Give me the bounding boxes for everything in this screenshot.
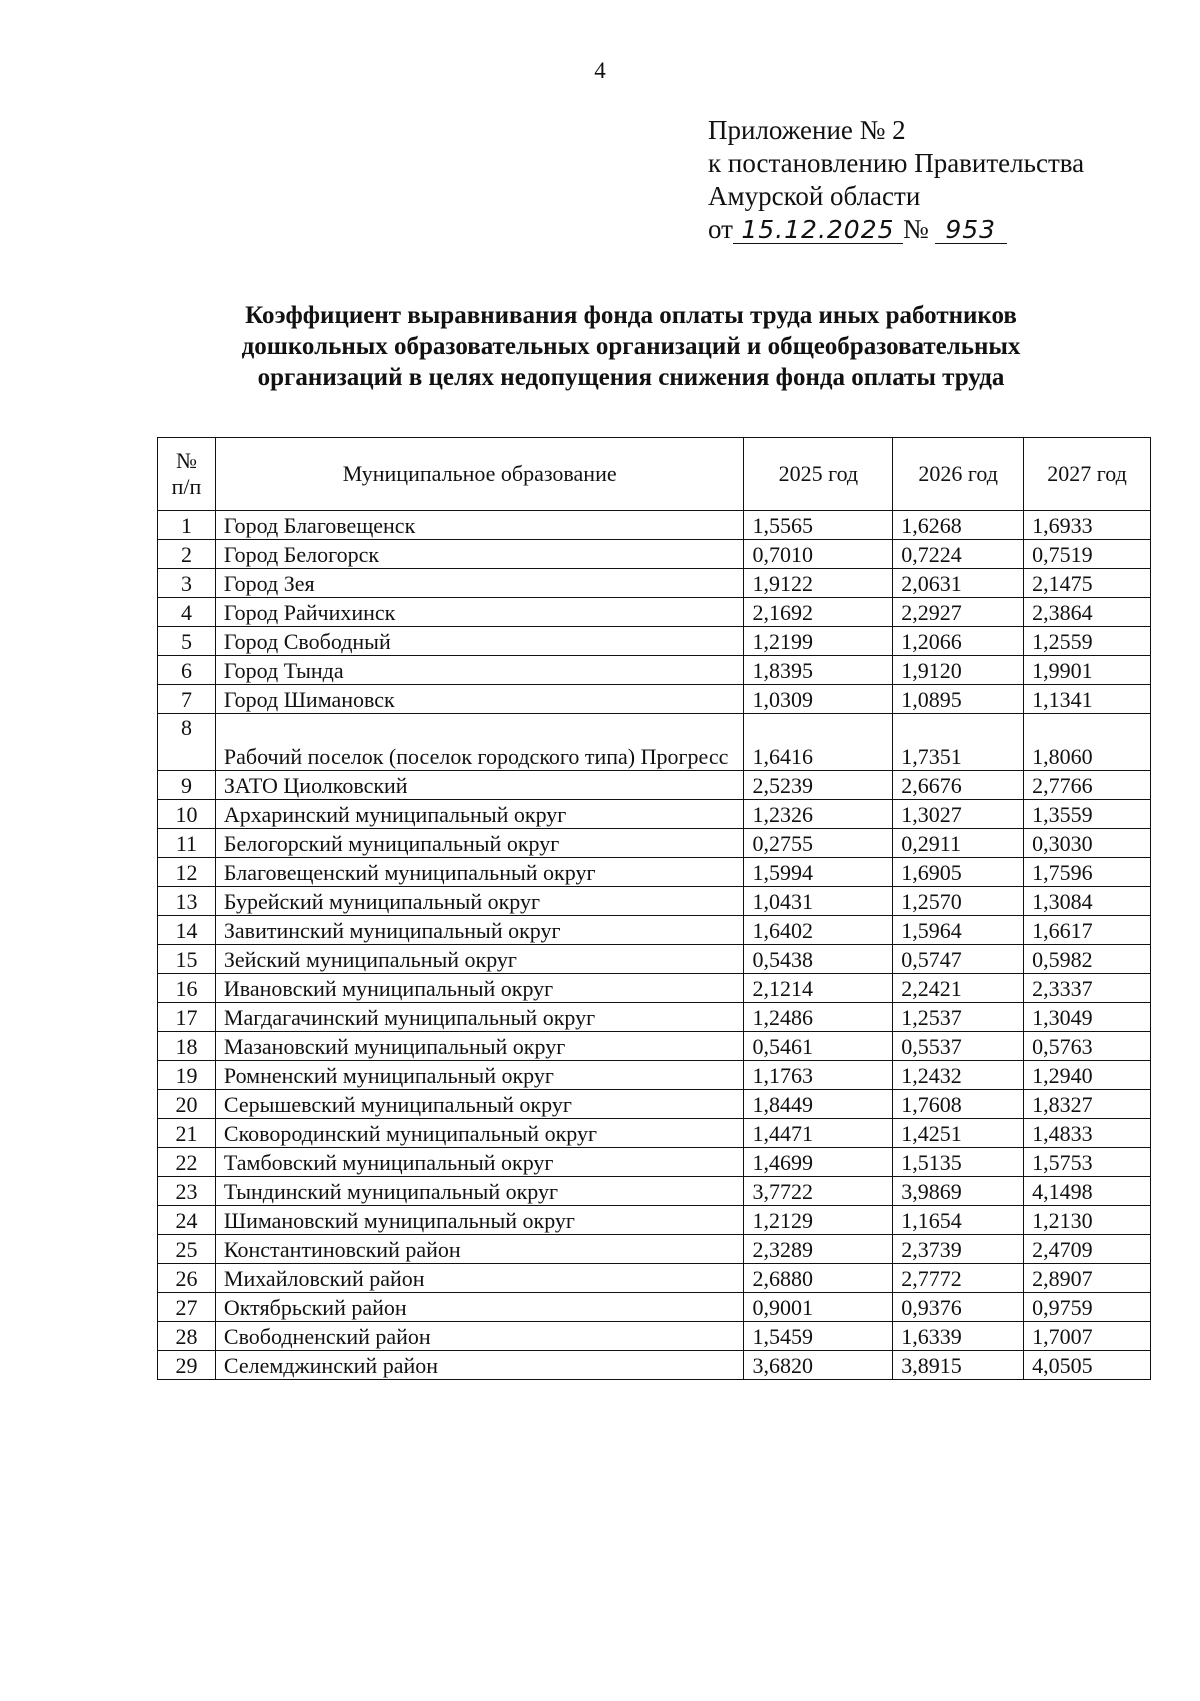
row-value-2027: 1,7007 [1024, 1322, 1151, 1351]
table-row [158, 714, 1151, 771]
coefficient-table [157, 437, 1151, 1380]
row-number: 4 [158, 598, 216, 627]
row-municipality: Магдагачинский муниципальный округ [215, 1003, 744, 1032]
row-municipality: Бурейский муниципальный округ [215, 887, 744, 916]
header-number [158, 438, 216, 511]
row-number: 26 [158, 1264, 216, 1293]
row-number: 24 [158, 1206, 216, 1235]
row-value-2027: 1,1341 [1024, 685, 1151, 714]
table-row [158, 1032, 1151, 1061]
row-value-2026: 0,9376 [893, 1293, 1024, 1322]
row-municipality: Город Шимановск [215, 685, 744, 714]
row-value-2025: 2,1692 [744, 598, 893, 627]
row-value-2025: 3,6820 [744, 1351, 893, 1380]
row-municipality: Тамбовский муниципальный округ [215, 1148, 744, 1177]
row-value-2025: 1,2326 [744, 800, 893, 829]
row-value-2026: 0,2911 [893, 829, 1024, 858]
row-municipality: Город Благовещенск [215, 511, 744, 540]
row-value-2026: 1,2537 [893, 1003, 1024, 1032]
row-value-2026: 3,9869 [893, 1177, 1024, 1206]
row-number: 25 [158, 1235, 216, 1264]
appendix-date-line [708, 213, 1084, 246]
row-municipality: Тындинский муниципальный округ [215, 1177, 744, 1206]
row-value-2025: 1,0309 [744, 685, 893, 714]
table-row [158, 974, 1151, 1003]
row-number: 6 [158, 656, 216, 685]
row-municipality: Шимановский муниципальный округ [215, 1206, 744, 1235]
row-value-2027: 1,2130 [1024, 1206, 1151, 1235]
table-row [158, 1090, 1151, 1119]
row-value-2027: 2,4709 [1024, 1235, 1151, 1264]
table-row [158, 945, 1151, 974]
row-number: 14 [158, 916, 216, 945]
appendix-line-1: Приложение № 2 [708, 115, 906, 145]
row-number: 20 [158, 1090, 216, 1119]
row-municipality: Константиновский район [215, 1235, 744, 1264]
handwritten-date: 15.12.2025 [733, 217, 903, 244]
row-municipality: Ивановский муниципальный округ [215, 974, 744, 1003]
row-value-2027: 1,8060 [1024, 714, 1151, 771]
table-row [158, 627, 1151, 656]
row-number: 21 [158, 1119, 216, 1148]
table-row [158, 1119, 1151, 1148]
row-value-2027: 4,1498 [1024, 1177, 1151, 1206]
table-row [158, 800, 1151, 829]
row-value-2026: 1,7608 [893, 1090, 1024, 1119]
header-number-line-2: п/п [171, 474, 202, 499]
row-value-2027: 0,5763 [1024, 1032, 1151, 1061]
row-value-2027: 2,1475 [1024, 569, 1151, 598]
row-number: 19 [158, 1061, 216, 1090]
row-value-2025: 0,2755 [744, 829, 893, 858]
row-value-2025: 1,2486 [744, 1003, 893, 1032]
table-row [158, 1351, 1151, 1380]
row-municipality: Сковородинский муниципальный округ [215, 1119, 744, 1148]
row-value-2027: 1,2940 [1024, 1061, 1151, 1090]
row-value-2025: 1,6402 [744, 916, 893, 945]
header-2026: 2026 год [893, 438, 1024, 511]
row-number: 3 [158, 569, 216, 598]
row-value-2025: 2,5239 [744, 771, 893, 800]
row-value-2026: 2,7772 [893, 1264, 1024, 1293]
row-municipality: Город Зея [215, 569, 744, 598]
row-municipality: Город Тында [215, 656, 744, 685]
row-value-2025: 1,8395 [744, 656, 893, 685]
row-number: 23 [158, 1177, 216, 1206]
row-number: 22 [158, 1148, 216, 1177]
row-value-2026: 0,7224 [893, 540, 1024, 569]
table-row [158, 858, 1151, 887]
number-prefix: № [902, 214, 929, 244]
header-2025: 2025 год [744, 438, 893, 511]
row-value-2027: 0,9759 [1024, 1293, 1151, 1322]
row-number: 2 [158, 540, 216, 569]
table-row [158, 685, 1151, 714]
row-municipality: Город Свободный [215, 627, 744, 656]
table-header-row [158, 438, 1151, 511]
row-value-2027: 1,5753 [1024, 1148, 1151, 1177]
row-municipality: Михайловский район [215, 1264, 744, 1293]
row-value-2026: 2,0631 [893, 569, 1024, 598]
title-line-3: организаций в целях недопущения снижения фонда оплаты труда [257, 364, 1005, 391]
row-value-2025: 1,0431 [744, 887, 893, 916]
row-number: 10 [158, 800, 216, 829]
row-value-2027: 1,9901 [1024, 656, 1151, 685]
row-municipality: Город Райчихинск [215, 598, 744, 627]
table-row [158, 1264, 1151, 1293]
header-2027: 2027 год [1024, 438, 1151, 511]
row-number: 16 [158, 974, 216, 1003]
row-municipality: Город Белогорск [215, 540, 744, 569]
row-value-2027: 1,3049 [1024, 1003, 1151, 1032]
table-row [158, 598, 1151, 627]
row-value-2027: 1,6617 [1024, 916, 1151, 945]
row-value-2025: 3,7722 [744, 1177, 893, 1206]
row-number: 11 [158, 829, 216, 858]
row-value-2026: 1,6268 [893, 511, 1024, 540]
row-value-2026: 1,2570 [893, 887, 1024, 916]
row-value-2025: 0,5461 [744, 1032, 893, 1061]
row-value-2026: 1,1654 [893, 1206, 1024, 1235]
table-row [158, 1061, 1151, 1090]
row-municipality: Свободненский район [215, 1322, 744, 1351]
appendix-line-2: к постановлению Правительства [708, 148, 1085, 178]
table-row [158, 1293, 1151, 1322]
table-row [158, 829, 1151, 858]
row-value-2025: 1,5994 [744, 858, 893, 887]
row-value-2027: 0,7519 [1024, 540, 1151, 569]
row-value-2026: 1,6905 [893, 858, 1024, 887]
row-number: 12 [158, 858, 216, 887]
row-value-2025: 2,1214 [744, 974, 893, 1003]
row-value-2026: 2,6676 [893, 771, 1024, 800]
row-value-2026: 2,2927 [893, 598, 1024, 627]
row-value-2025: 1,6416 [744, 714, 893, 771]
row-value-2026: 2,2421 [893, 974, 1024, 1003]
row-number: 29 [158, 1351, 216, 1380]
row-value-2027: 1,2559 [1024, 627, 1151, 656]
table-row [158, 1148, 1151, 1177]
row-value-2026: 0,5537 [893, 1032, 1024, 1061]
table-row [158, 569, 1151, 598]
row-number: 7 [158, 685, 216, 714]
row-municipality: Селемджинский район [215, 1351, 744, 1380]
row-value-2026: 0,5747 [893, 945, 1024, 974]
row-value-2027: 2,8907 [1024, 1264, 1151, 1293]
row-number: 8 [158, 714, 216, 771]
row-value-2027: 1,3084 [1024, 887, 1151, 916]
row-value-2025: 0,5438 [744, 945, 893, 974]
row-value-2025: 1,8449 [744, 1090, 893, 1119]
row-value-2026: 1,2432 [893, 1061, 1024, 1090]
row-value-2025: 2,3289 [744, 1235, 893, 1264]
row-municipality: Октябрьский район [215, 1293, 744, 1322]
table-body [158, 511, 1151, 1380]
header-municipality: Муниципальное образование [215, 438, 744, 511]
row-value-2025: 1,9122 [744, 569, 893, 598]
row-municipality: Зейский муниципальный округ [215, 945, 744, 974]
row-number: 27 [158, 1293, 216, 1322]
row-municipality: Благовещенский муниципальный округ [215, 858, 744, 887]
row-value-2026: 1,6339 [893, 1322, 1024, 1351]
row-value-2027: 1,3559 [1024, 800, 1151, 829]
row-value-2025: 1,2199 [744, 627, 893, 656]
row-value-2026: 3,8915 [893, 1351, 1024, 1380]
from-prefix: от [708, 214, 733, 244]
table-row [158, 511, 1151, 540]
row-number: 28 [158, 1322, 216, 1351]
table-row [158, 656, 1151, 685]
row-municipality: Белогорский муниципальный округ [215, 829, 744, 858]
row-value-2027: 1,4833 [1024, 1119, 1151, 1148]
row-number: 15 [158, 945, 216, 974]
table-row [158, 1003, 1151, 1032]
row-value-2026: 1,4251 [893, 1119, 1024, 1148]
row-value-2027: 2,7766 [1024, 771, 1151, 800]
row-municipality: Серышевский муниципальный округ [215, 1090, 744, 1119]
document-title [150, 300, 1112, 393]
row-number: 13 [158, 887, 216, 916]
header-number-line-1: № [175, 448, 197, 473]
appendix-line-3: Амурской области [708, 181, 921, 211]
table-row [158, 1235, 1151, 1264]
row-value-2025: 1,5459 [744, 1322, 893, 1351]
row-municipality: Завитинский муниципальный округ [215, 916, 744, 945]
table-row [158, 887, 1151, 916]
row-value-2026: 1,7351 [893, 714, 1024, 771]
table-row [158, 771, 1151, 800]
row-value-2027: 1,7596 [1024, 858, 1151, 887]
appendix-block [708, 114, 1084, 246]
row-value-2026: 1,9120 [893, 656, 1024, 685]
row-municipality: Архаринский муниципальный округ [215, 800, 744, 829]
page-number: 4 [594, 58, 606, 83]
row-value-2025: 1,5565 [744, 511, 893, 540]
row-municipality: Рабочий поселок (поселок городского типа) Прогресс [215, 714, 744, 771]
row-value-2025: 1,1763 [744, 1061, 893, 1090]
row-value-2026: 1,0895 [893, 685, 1024, 714]
row-municipality: Мазановский муниципальный округ [215, 1032, 744, 1061]
table-row [158, 1206, 1151, 1235]
handwritten-number: 953 [935, 217, 1007, 244]
row-number: 18 [158, 1032, 216, 1061]
row-value-2025: 1,4699 [744, 1148, 893, 1177]
row-number: 17 [158, 1003, 216, 1032]
row-number: 9 [158, 771, 216, 800]
table-row [158, 916, 1151, 945]
row-value-2025: 1,2129 [744, 1206, 893, 1235]
row-value-2025: 2,6880 [744, 1264, 893, 1293]
row-value-2025: 0,9001 [744, 1293, 893, 1322]
row-value-2026: 1,2066 [893, 627, 1024, 656]
row-value-2027: 0,5982 [1024, 945, 1151, 974]
row-value-2026: 1,5964 [893, 916, 1024, 945]
row-number: 5 [158, 627, 216, 656]
row-value-2025: 0,7010 [744, 540, 893, 569]
table-row [158, 1322, 1151, 1351]
row-value-2027: 1,6933 [1024, 511, 1151, 540]
row-value-2027: 0,3030 [1024, 829, 1151, 858]
row-value-2026: 1,3027 [893, 800, 1024, 829]
row-value-2025: 1,4471 [744, 1119, 893, 1148]
table-row [158, 540, 1151, 569]
row-value-2026: 2,3739 [893, 1235, 1024, 1264]
row-value-2027: 2,3864 [1024, 598, 1151, 627]
row-municipality: ЗАТО Циолковский [215, 771, 744, 800]
row-value-2027: 2,3337 [1024, 974, 1151, 1003]
row-value-2027: 4,0505 [1024, 1351, 1151, 1380]
row-value-2027: 1,8327 [1024, 1090, 1151, 1119]
table-row [158, 1177, 1151, 1206]
row-municipality: Ромненский муниципальный округ [215, 1061, 744, 1090]
title-line-1: Коэффициент выравнивания фонда оплаты труда иных работников [245, 302, 1017, 329]
title-line-2: дошкольных образовательных организаций и общеобразовательных [241, 333, 1021, 360]
row-value-2026: 1,5135 [893, 1148, 1024, 1177]
row-number: 1 [158, 511, 216, 540]
